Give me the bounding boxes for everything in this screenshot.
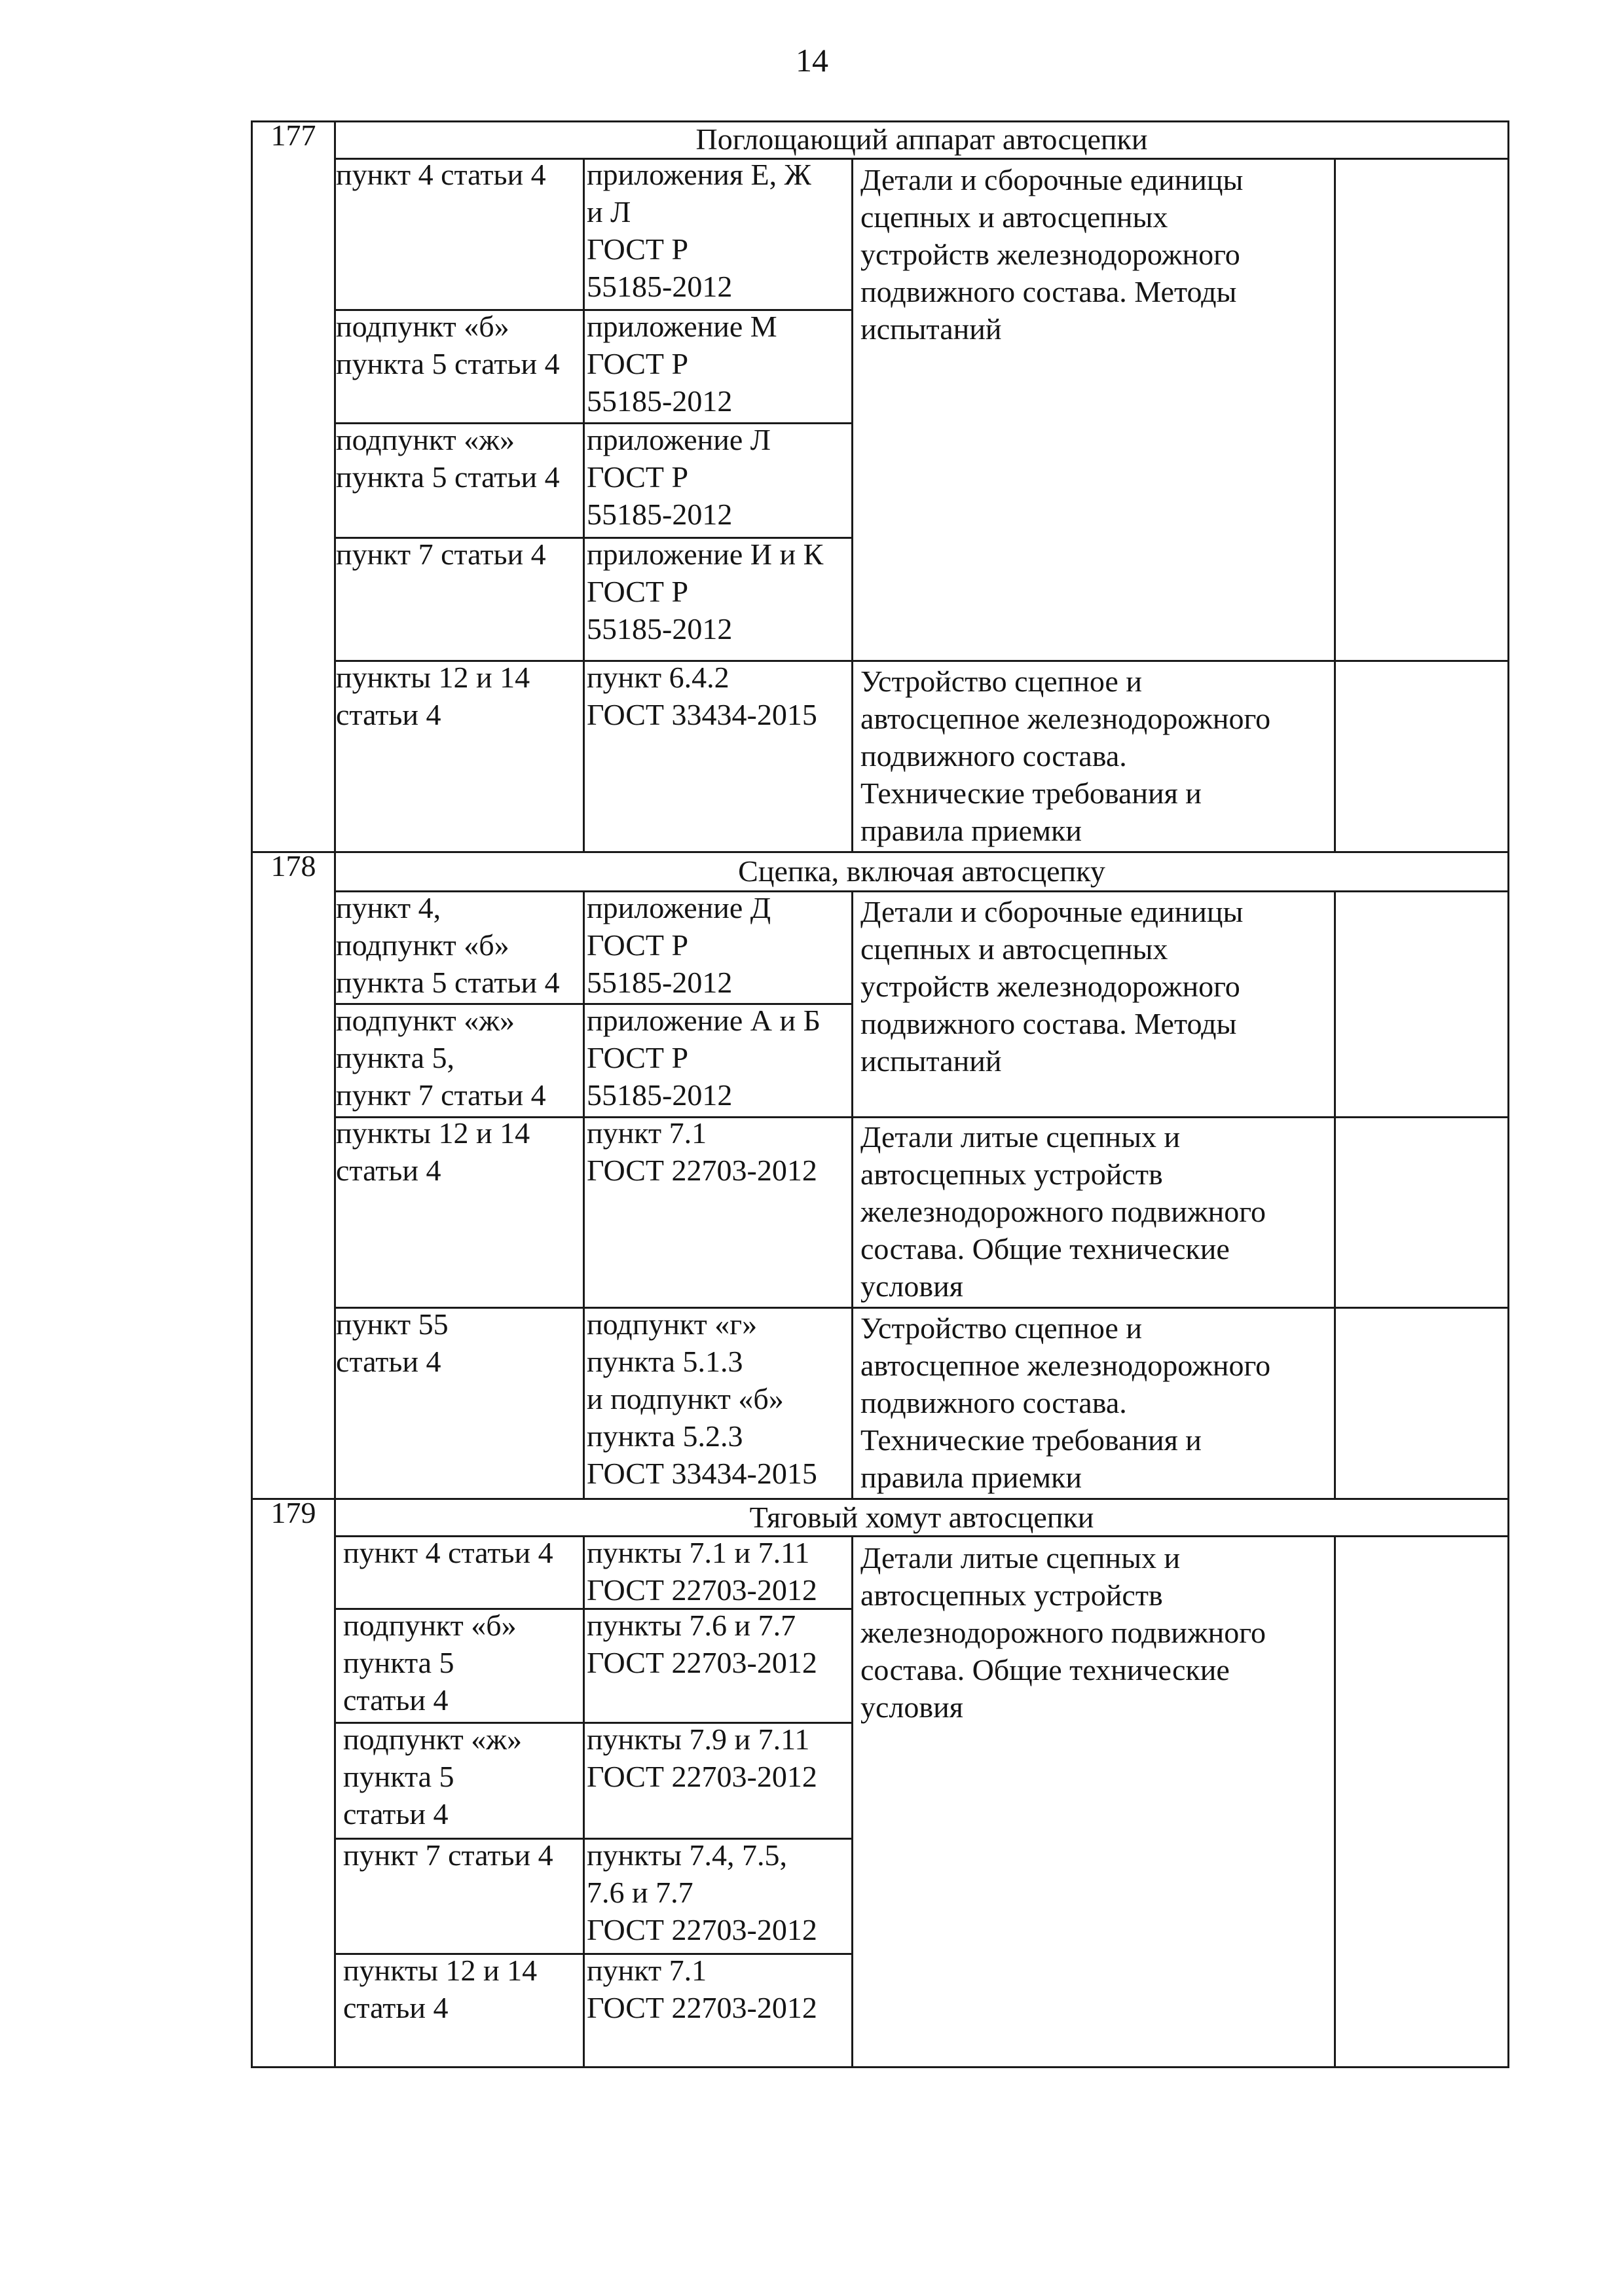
clause-cell: пункт 4 статьи 4 [343, 1536, 553, 1569]
grid-line [851, 158, 853, 853]
clause-cell: подпункт «б» пункта 5 статьи 4 [343, 1609, 517, 1717]
reference-cell: пункт 7.1 ГОСТ 22703-2012 [587, 1954, 817, 2024]
clause-cell: пункт 4, подпункт «б» пункта 5 статьи 4 [336, 891, 560, 999]
standard-title-cell: Детали литые сцепных и автосцепных устройств железнодорожного подвижного состава. Общие технические условия [860, 1120, 1266, 1303]
grid-line [1334, 158, 1336, 853]
reference-cell: подпункт «г» пункта 5.1.3 и подпункт «б» пункта 5.2.3 ГОСТ 33434-2015 [587, 1307, 817, 1490]
reference-cell: пункт 7.1 ГОСТ 22703-2012 [587, 1116, 817, 1187]
reference-cell: пункты 7.6 и 7.7 ГОСТ 22703-2012 [587, 1609, 817, 1679]
group-number: 178 [270, 849, 316, 883]
clause-cell: подпункт «ж» пункта 5 статьи 4 [343, 1722, 523, 1831]
grid-line [583, 158, 585, 853]
reference-cell: пункты 7.4, 7.5, 7.6 и 7.7 ГОСТ 22703-2012 [587, 1838, 817, 1946]
reference-cell: приложение И и К ГОСТ Р 55185-2012 [587, 538, 824, 646]
reference-cell: пункт 6.4.2 ГОСТ 33434-2015 [587, 661, 817, 731]
group-title: Тяговый хомут автосцепки [749, 1501, 1094, 1534]
reference-cell: приложения Е, Ж и Л ГОСТ Р 55185-2012 [587, 158, 811, 303]
clause-cell: пункт 7 статьи 4 [336, 538, 546, 571]
clause-cell: пункты 12 и 14 статьи 4 [343, 1954, 538, 2024]
standard-title-cell: Детали литые сцепных и автосцепных устройств железнодорожного подвижного состава. Общие технические условия [860, 1541, 1266, 1724]
clause-cell: пункт 55 статьи 4 [336, 1307, 449, 1378]
page-number: 14 [796, 42, 828, 79]
clause-cell: пункт 4 статьи 4 [336, 158, 546, 191]
clause-cell: пункты 12 и 14 статьи 4 [336, 1116, 530, 1187]
group-title: Сцепка, включая автосцепку [738, 854, 1105, 888]
reference-cell: приложение А и Б ГОСТ Р 55185-2012 [587, 1004, 821, 1112]
grid-line [1334, 890, 1336, 1500]
clause-cell: пункт 7 статьи 4 [343, 1838, 553, 1872]
reference-cell: приложение Д ГОСТ Р 55185-2012 [587, 891, 771, 999]
standard-title-cell: Детали и сборочные единицы сцепных и автосцепных устройств железнодорожного подвижного состава. Методы испытаний [860, 895, 1244, 1078]
table-right-border [1507, 120, 1509, 2068]
table-left-border [251, 120, 253, 2068]
reference-cell: приложение Л ГОСТ Р 55185-2012 [587, 423, 771, 531]
grid-line [851, 890, 853, 1500]
grid-line [1334, 1535, 1336, 2068]
group-title: Поглощающий аппарат автосцепки [695, 122, 1148, 156]
reference-cell: приложение М ГОСТ Р 55185-2012 [587, 310, 777, 418]
grid-line [851, 1535, 853, 2068]
standard-title-cell: Устройство сцепное и автосцепное железнодорожного подвижного состава. Технические требования и правила приемки [860, 1311, 1271, 1494]
standard-title-cell: Детали и сборочные единицы сцепных и автосцепных устройств железнодорожного подвижного состава. Методы испытаний [860, 163, 1244, 346]
grid-line [583, 1535, 585, 2068]
group-number: 177 [270, 118, 316, 152]
clause-cell: подпункт «б» пункта 5 статьи 4 [336, 310, 560, 380]
table-bottom-border [251, 2066, 1509, 2068]
reference-cell: пункты 7.9 и 7.11 ГОСТ 22703-2012 [587, 1722, 817, 1793]
reference-cell: пункты 7.1 и 7.11 ГОСТ 22703-2012 [587, 1536, 817, 1607]
clause-cell: подпункт «ж» пункта 5 статьи 4 [336, 423, 560, 494]
grid-line [583, 890, 585, 1500]
standard-title-cell: Устройство сцепное и автосцепное железнодорожного подвижного состава. Технические требования и правила приемки [860, 665, 1271, 847]
clause-cell: пункты 12 и 14 статьи 4 [336, 661, 530, 731]
clause-cell: подпункт «ж» пункта 5, пункт 7 статьи 4 [336, 1004, 546, 1112]
group-number: 179 [270, 1496, 316, 1529]
